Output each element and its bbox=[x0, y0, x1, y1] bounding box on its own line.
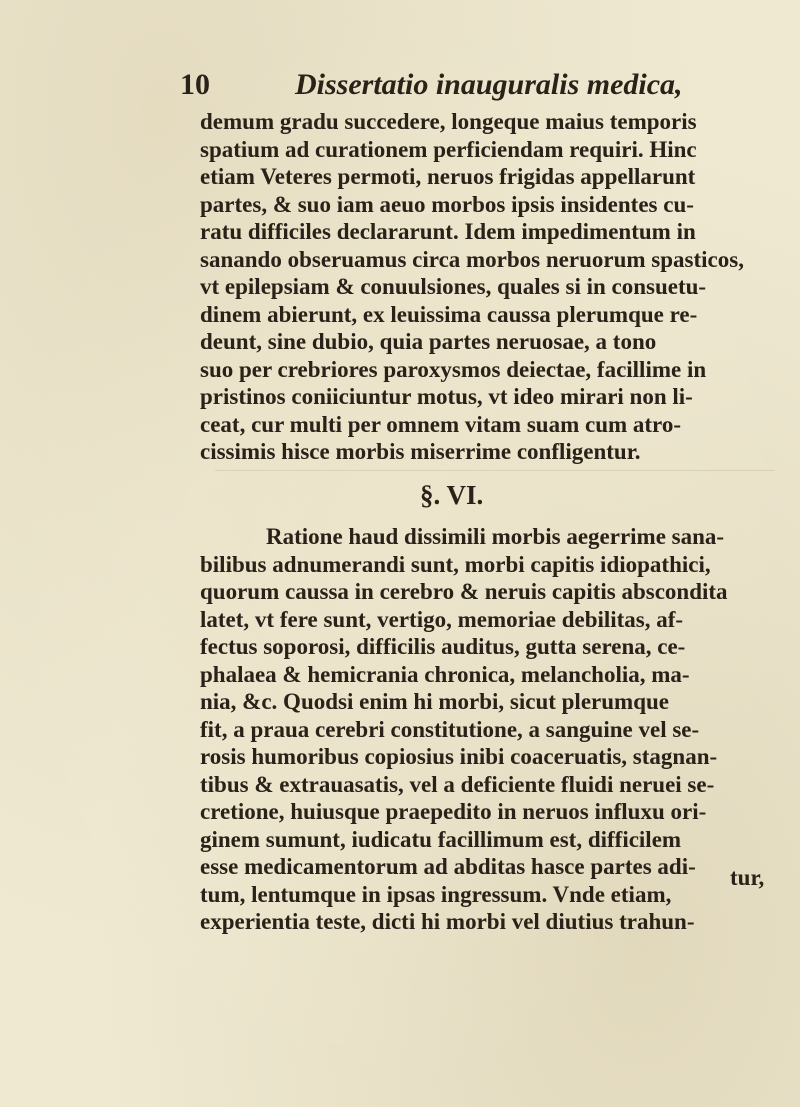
text-line: deunt, sine dubio, quia partes neruosae, a tono bbox=[200, 329, 657, 354]
text-line: Ratione haud dissimili morbis aegerrime sana- bbox=[266, 524, 725, 549]
text-line: partes, & suo iam aeuo morbos ipsis insidentes cu- bbox=[200, 191, 694, 217]
text-line: fit, a praua cerebri constitutione, a sanguine vel se- bbox=[200, 716, 700, 742]
text-line: vt epilepsiam & conuulsiones, quales si in consuetu- bbox=[200, 274, 707, 299]
text-line: spatium ad curationem perficiendam requiri. Hinc bbox=[200, 136, 697, 162]
running-title: Dissertatio inauguralis medica, bbox=[295, 68, 683, 101]
page-number: 10 bbox=[180, 68, 210, 101]
text-line: cretione, huiusque praepedito in neruos influxu ori- bbox=[200, 799, 707, 824]
text-line: tibus & extrauasatis, vel a deficiente fluidi neruei se- bbox=[200, 771, 715, 797]
divider bbox=[215, 470, 775, 471]
text-line: suo per crebriores paroxysmos deiectae, facillime in bbox=[200, 356, 707, 382]
text-line: tum, lentumque in ipsas ingressum. Vnde etiam, bbox=[200, 881, 672, 907]
page-header bbox=[180, 68, 740, 108]
text-line: esse medicamentorum ad abditas hasce partes adi- bbox=[200, 854, 696, 879]
text-line: dinem abierunt, ex leuissima caussa plerumque re- bbox=[200, 301, 698, 327]
text-line: latet, vt fere sunt, vertigo, memoriae debilitas, af- bbox=[200, 606, 684, 632]
text-line: quorum caussa in cerebro & neruis capitis abscondita bbox=[200, 579, 728, 604]
text-line: ginem sumunt, iudicatu facillimum est, difficilem bbox=[200, 826, 682, 852]
text-line: nia, &c. Quodsi enim hi morbi, sicut plerumque bbox=[200, 689, 669, 714]
text-line: pristinos coniiciuntur motus, vt ideo mirari non li- bbox=[200, 384, 693, 409]
text-line: experientia teste, dicti hi morbi vel diutius trahun- bbox=[200, 909, 695, 934]
text-line: fectus soporosi, difficilis auditus, gutta serena, ce- bbox=[200, 634, 686, 659]
text-line: ceat, cur multi per omnem vitam suam cum atro- bbox=[200, 411, 682, 437]
section-heading: §. VI. bbox=[420, 480, 484, 510]
catchword: tur, bbox=[730, 865, 765, 890]
paragraph-1 bbox=[200, 108, 775, 466]
text-line: etiam Veteres permoti, neruos frigidas appellarunt bbox=[200, 164, 696, 189]
text-line: bilibus adnumerandi sunt, morbi capitis idiopathici, bbox=[200, 551, 711, 577]
text-line: ratu difficiles declararunt. Idem impedimentum in bbox=[200, 219, 696, 244]
text-line: demum gradu succedere, longeque maius temporis bbox=[200, 109, 697, 134]
paragraph-2 bbox=[200, 523, 775, 936]
text-line: sanando obseruamus circa morbos neruorum spasticos, bbox=[200, 246, 744, 272]
text-line: cissimis hisce morbis miserrime confligentur. bbox=[200, 439, 641, 464]
text-line: rosis humoribus copiosius inibi coaceruatis, stagnan- bbox=[200, 744, 718, 769]
text-line: phalaea & hemicrania chronica, melancholia, ma- bbox=[200, 661, 690, 687]
